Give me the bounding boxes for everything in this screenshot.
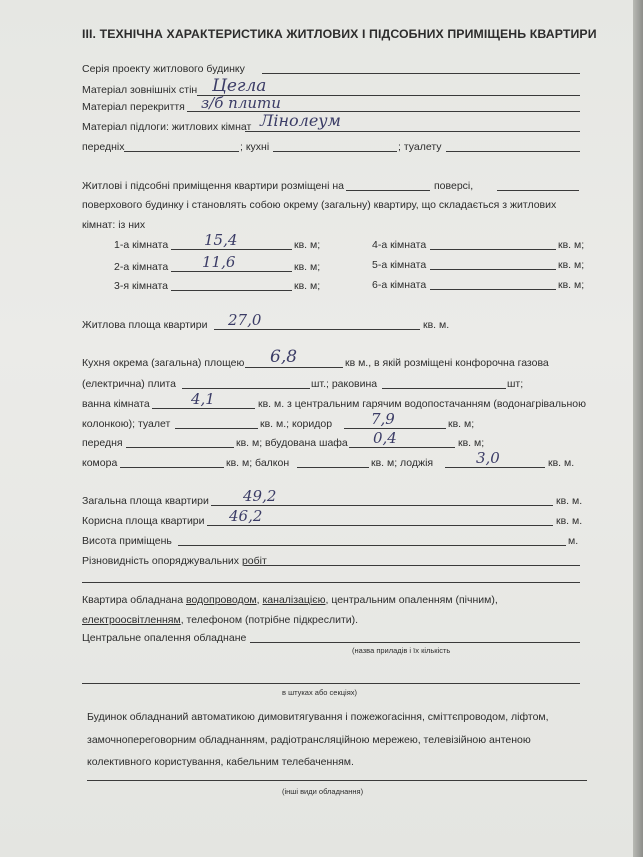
- loggia-unit: кв. м.: [548, 457, 575, 469]
- hall-floor-label: передніх: [82, 141, 125, 153]
- loggia-value: 3,0: [476, 449, 500, 467]
- corridor-label: кв. м.; коридор: [260, 418, 333, 430]
- corridor-value: 7,9: [371, 410, 395, 428]
- wall-material-value: Цегла: [212, 76, 267, 96]
- total-area-field[interactable]: [211, 505, 553, 506]
- kitchen-floor-field[interactable]: [273, 151, 397, 152]
- toilet-label: колонкою); туалет: [82, 418, 171, 430]
- finishing-field-2[interactable]: [82, 582, 580, 583]
- room-5-field[interactable]: [430, 269, 556, 270]
- sewerage-underlined: каналізацією: [262, 594, 326, 606]
- room-5-unit: кв. м;: [558, 259, 585, 271]
- room-4-field[interactable]: [430, 249, 556, 250]
- living-area-value: 27,0: [228, 311, 262, 329]
- toilet-floor-field[interactable]: [446, 151, 580, 152]
- useful-area-label: Корисна площа квартири: [82, 515, 205, 527]
- building-line1: Будинок обладнаний автоматикою димовитягування і пожежогасіння, сміттєпроводом, ліфтом,: [87, 711, 549, 723]
- kitchen-line1-tail: кв м., в якій розміщені конфорочна газова: [345, 357, 549, 369]
- loggia-label: кв. м; лоджія: [371, 457, 434, 469]
- pieces-caption: в штуках або секціях): [282, 688, 357, 697]
- wardrobe-field[interactable]: [349, 447, 455, 448]
- wall-material-label: Матеріал зовнішніх стін: [82, 84, 198, 96]
- room-4-unit: кв. м;: [558, 239, 585, 251]
- toilet-field[interactable]: [175, 428, 258, 429]
- floor-number-field[interactable]: [346, 190, 430, 191]
- room-6-unit: кв. м;: [558, 279, 585, 291]
- room-1-field[interactable]: [171, 249, 292, 250]
- bathroom-tail: кв. м. з центральним гарячим водопостачанням (водонагрівальною: [258, 398, 586, 410]
- room-1-value: 15,4: [204, 231, 238, 249]
- sink-label: шт.; раковина: [311, 378, 378, 390]
- height-field[interactable]: [178, 545, 566, 546]
- sink-unit: шт;: [507, 378, 524, 390]
- room-2-unit: кв. м;: [294, 261, 321, 273]
- finishing-label: Різновидність опоряджувальних робіт: [82, 555, 267, 567]
- wardrobe-unit: кв. м;: [458, 437, 485, 449]
- floor-material-field[interactable]: [245, 131, 580, 132]
- room-3-label: 3-я кімната: [114, 280, 169, 292]
- floor-material-label: Матеріал підлоги: житлових кімнат: [82, 121, 252, 133]
- living-area-field[interactable]: [214, 329, 420, 330]
- section-title: III. ТЕХНІЧНА ХАРАКТЕРИСТИКА ЖИТЛОВИХ І ПІДСОБНИХ ПРИМІЩЕНЬ КВАРТИРИ: [82, 27, 597, 41]
- location-line3: кімнат: із них: [82, 219, 146, 231]
- toilet-floor-label: ; туалету: [398, 141, 442, 153]
- building-other-field[interactable]: [87, 780, 587, 781]
- equipment-line2-b: , телефоном (потрібне підкреслити).: [180, 614, 359, 626]
- heating-caption: (назва приладів і їх кількість: [352, 646, 451, 655]
- kitchen-area-field[interactable]: [245, 367, 343, 368]
- stove-label: (електрична) плита: [82, 378, 176, 390]
- floor-material-value: Лінолеум: [260, 111, 341, 130]
- sink-field[interactable]: [382, 388, 506, 389]
- slab-material-label: Матеріал перекриття: [82, 101, 185, 113]
- electric-light-underlined: електроосвітленням: [82, 614, 181, 626]
- total-area-label: Загальна площа квартири: [82, 495, 209, 507]
- room-2-value: 11,6: [202, 253, 236, 271]
- bathroom-label: ванна кімната: [82, 398, 150, 410]
- loggia-field[interactable]: [445, 467, 545, 468]
- hall-field[interactable]: [126, 447, 234, 448]
- finishing-field[interactable]: [244, 565, 580, 566]
- total-area-value: 49,2: [243, 487, 277, 505]
- equipment-line1-a: Квартира обладнана: [82, 594, 184, 606]
- living-area-label: Житлова площа квартири: [82, 319, 208, 331]
- location-line2: поверхового будинку і становлять собою окрему (загальну) квартиру, що складається з житлових: [82, 199, 557, 211]
- equipment-line1: [82, 594, 498, 606]
- wardrobe-value: 0,4: [373, 429, 397, 447]
- bathroom-field[interactable]: [152, 408, 255, 409]
- room-6-field[interactable]: [430, 289, 556, 290]
- storage-field[interactable]: [120, 467, 224, 468]
- room-5-label: 5-а кімната: [372, 259, 427, 271]
- project-series-field[interactable]: [262, 73, 580, 74]
- corridor-unit: кв. м;: [448, 418, 475, 430]
- equipment-line2: [82, 614, 358, 626]
- heating-label: Центральне опалення обладнане: [82, 632, 247, 644]
- balcony-field[interactable]: [297, 467, 369, 468]
- storage-label: комора: [82, 457, 118, 469]
- room-1-unit: кв. м;: [294, 239, 321, 251]
- useful-area-value: 46,2: [229, 507, 263, 525]
- location-line1-a: Житлові і підсобні приміщення квартири розміщені на: [82, 180, 344, 192]
- useful-area-field[interactable]: [207, 525, 553, 526]
- stove-field[interactable]: [182, 388, 310, 389]
- room-3-unit: кв. м;: [294, 280, 321, 292]
- total-area-unit: кв. м.: [556, 495, 583, 507]
- building-caption: (інші види обладнання): [282, 787, 364, 796]
- living-area-unit: кв. м.: [423, 319, 450, 331]
- room-2-field[interactable]: [171, 271, 292, 272]
- kitchen-area-value: 6,8: [270, 347, 298, 367]
- location-line1-b: поверсі,: [434, 180, 474, 192]
- building-line2: замочнопереговорним обладнанням, радіотрансляційною мережею, телевізійною антеною: [87, 734, 531, 746]
- room-1-label: 1-а кімната: [114, 239, 169, 251]
- hall-floor-field[interactable]: [124, 151, 239, 152]
- slab-material-value: з/б плити: [201, 94, 281, 112]
- page-edge-shadow: [633, 0, 643, 857]
- room-6-label: 6-а кімната: [372, 279, 427, 291]
- balcony-label: кв. м; балкон: [226, 457, 290, 469]
- room-4-label: 4-а кімната: [372, 239, 427, 251]
- floors-count-field[interactable]: [497, 190, 579, 191]
- kitchen-area-label: Кухня окрема (загальна) площею: [82, 357, 245, 369]
- water-supply-underlined: водопроводом: [185, 594, 257, 606]
- equipment-comma: ,: [256, 594, 263, 606]
- building-line3: колективного користування, кабельним телебаченням.: [87, 756, 354, 768]
- height-unit: м.: [568, 535, 579, 547]
- room-2-label: 2-а кімната: [114, 261, 169, 273]
- room-3-field[interactable]: [171, 290, 292, 291]
- useful-area-unit: кв. м.: [556, 515, 583, 527]
- kitchen-floor-label: ; кухні: [240, 141, 270, 153]
- height-label: Висота приміщень: [82, 535, 172, 547]
- equipment-line1-e: , центральним опаленням (пічним),: [325, 594, 498, 606]
- bathroom-value: 4,1: [191, 390, 215, 408]
- heating-field-2[interactable]: [82, 683, 580, 684]
- project-series-label: Серія проекту житлового будинку: [82, 63, 245, 75]
- heating-field[interactable]: [250, 642, 580, 643]
- wardrobe-label: кв. м; вбудована шафа: [236, 437, 348, 449]
- hall-label: передня: [82, 437, 123, 449]
